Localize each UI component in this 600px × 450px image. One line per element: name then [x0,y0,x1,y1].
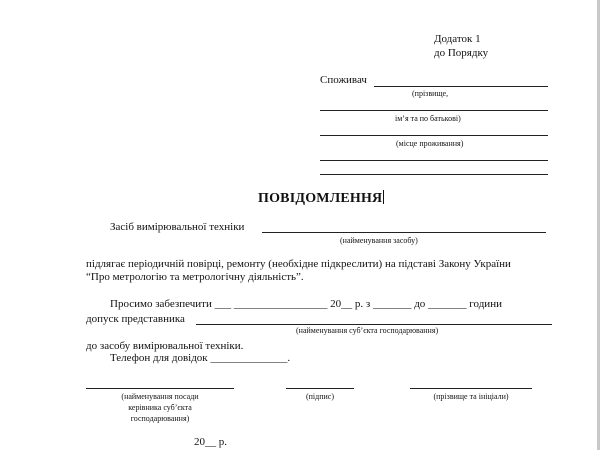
document-date: 20__ р. [194,436,227,448]
entity-name-line[interactable] [196,324,552,325]
signature-hint: (підпис) [305,392,334,401]
to-device-line: до засобу вимірювальної техніки. [86,340,244,352]
consumer-name-line[interactable] [320,110,548,111]
position-hint-3: господарювання) [130,414,190,423]
document-title [258,190,384,207]
position-line[interactable] [86,388,234,389]
request-line: Просимо забезпечити ___ _________________ 20__ р. з _______ до _______ години [110,298,502,310]
consumer-surname-hint: (прізвище, [412,89,449,98]
full-name-line[interactable] [410,388,532,389]
entity-name-hint: (найменування суб’єкта господарювання) [296,326,439,335]
device-label: Засіб вимірювальної техніки [110,221,245,233]
verification-paragraph-line-2: “Про метрологію та метрологічну діяльність”. [86,271,304,283]
position-hint-2: керівника суб’єкта [128,403,192,412]
device-name-hint: (найменування засобу) [340,236,418,245]
position-hint-1: (найменування посади [121,392,199,401]
appendix-reference: до Порядку [434,47,489,59]
device-name-line[interactable] [262,232,546,233]
consumer-name-hint: ім’я та по батькові) [395,114,461,123]
signature-line[interactable] [286,388,354,389]
consumer-address-line-2[interactable] [320,160,548,161]
consumer-address-line-3[interactable] [320,174,548,175]
consumer-address-hint: (місце проживання) [396,139,464,148]
phone-line: Телефон для довідок ______________. [110,352,291,364]
consumer-surname-line[interactable] [374,86,548,87]
full-name-hint: (прізвище та ініціали) [433,392,509,401]
appendix-number: Додаток 1 [434,33,481,45]
consumer-label: Споживач [320,74,367,86]
admission-label: допуск представника [86,313,185,325]
verification-paragraph-line-1: підлягає періодичній повірці, ремонту (необхідне підкреслити) на підставі Закону України [86,258,511,270]
document-title-text: ПОВІДОМЛЕННЯ [258,191,383,206]
text-cursor [383,190,384,204]
consumer-address-line[interactable] [320,135,548,136]
